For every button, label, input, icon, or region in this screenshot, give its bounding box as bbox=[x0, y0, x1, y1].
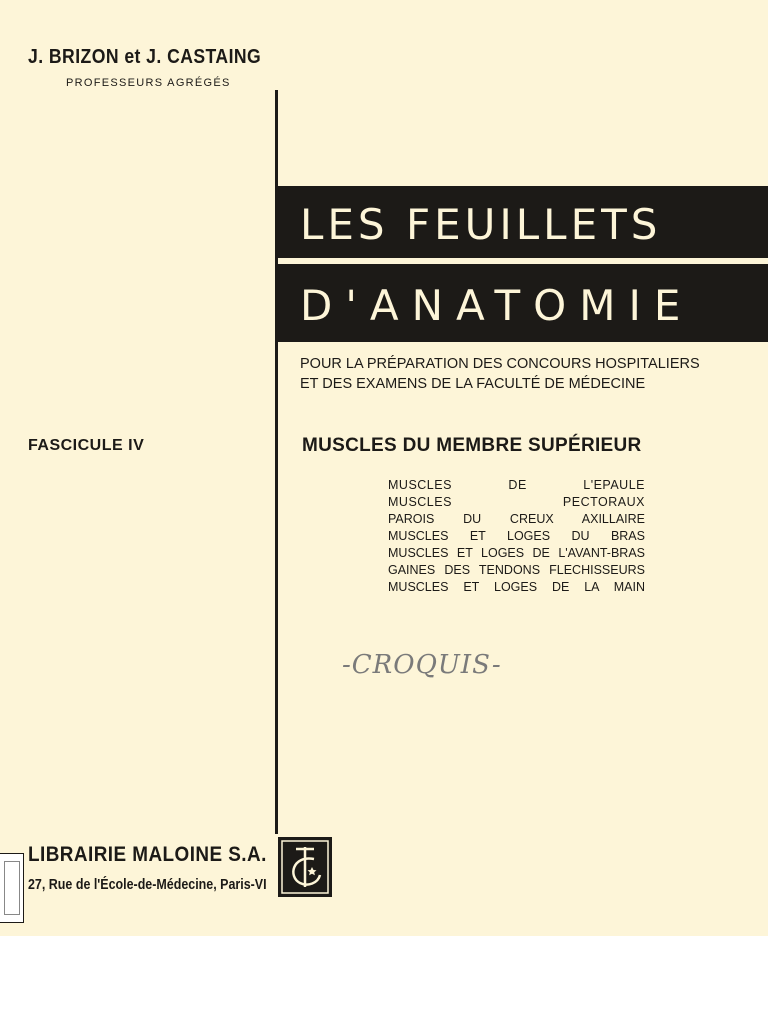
subtitle-line-2: ET DES EXAMENS DE LA FACULTÉ DE MÉDECINE bbox=[300, 376, 646, 392]
title-band-1 bbox=[278, 186, 768, 258]
library-spine-label-frame bbox=[4, 861, 20, 915]
publisher-address: 27, Rue de l'École-de-Médecine, Paris-VI bbox=[28, 877, 267, 893]
handwritten-note: -CROQUIS- bbox=[342, 650, 502, 680]
contents-item: MUSCLES PECTORAUX bbox=[388, 495, 645, 509]
publisher-name: LIBRAIRIE MALOINE S.A. bbox=[28, 843, 267, 866]
maloine-monogram-logo bbox=[278, 837, 332, 897]
contents-item: MUSCLES DE L'EPAULE bbox=[388, 478, 645, 492]
library-spine-label bbox=[0, 853, 24, 923]
contents-item: PAROIS DU CREUX AXILLAIRE bbox=[388, 512, 645, 526]
volume-title: MUSCLES DU MEMBRE SUPÉRIEUR bbox=[302, 435, 642, 456]
title-band-2 bbox=[278, 264, 768, 342]
title-line-2: D'ANATOMIE bbox=[300, 281, 694, 330]
title-line-1: LES FEUILLETS bbox=[300, 200, 662, 249]
subtitle-line-1: POUR LA PRÉPARATION DES CONCOURS HOSPITALIERS bbox=[300, 356, 700, 372]
subtitle bbox=[300, 354, 700, 394]
fascicule-label: FASCICULE IV bbox=[28, 437, 145, 454]
contents-item: MUSCLES ET LOGES DU BRAS bbox=[388, 529, 645, 543]
authors-title: PROFESSEURS AGRÉGÉS bbox=[66, 77, 231, 89]
contents-item: MUSCLES ET LOGES DE LA MAIN bbox=[388, 580, 645, 594]
monogram-icon bbox=[278, 837, 332, 897]
contents-item: GAINES DES TENDONS FLECHISSEURS bbox=[388, 563, 645, 577]
authors: J. BRIZON et J. CASTAING bbox=[28, 46, 262, 68]
contents-item: MUSCLES ET LOGES DE L'AVANT-BRAS bbox=[388, 546, 645, 560]
contents-list bbox=[388, 477, 645, 596]
